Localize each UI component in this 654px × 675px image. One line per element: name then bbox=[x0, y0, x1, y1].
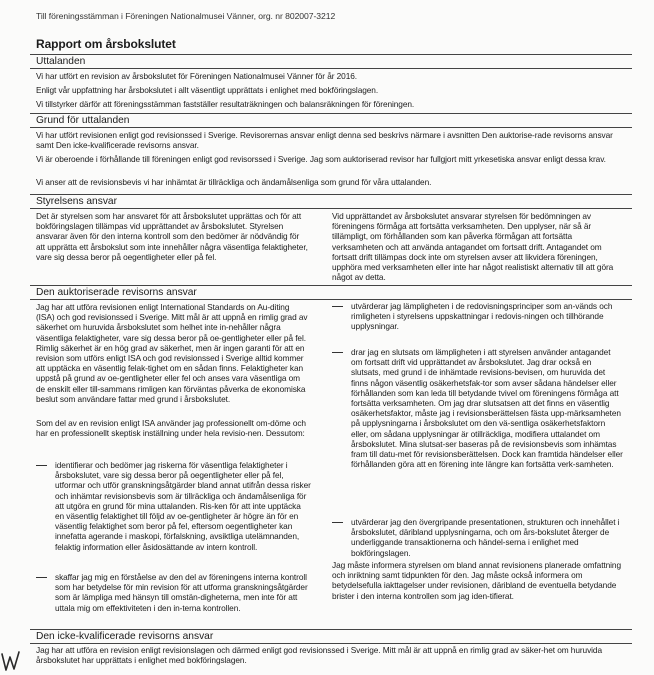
bullet-dash bbox=[36, 465, 47, 466]
bullet-dash bbox=[332, 306, 343, 307]
uttalanden-paragraph-1: Vi har utfört en revision av årsbokslutet för Föreningen Nationalmusei Vänner för år 2016. bbox=[36, 71, 358, 81]
section-heading-uttalanden: Uttalanden bbox=[30, 54, 632, 69]
bullet-item-1: identifierar och bedömer jag riskerna för väsentliga felaktigheter i årsbokslutet, vare sig dessa beror på oegentligheter eller på fel, utformar och utför granskningsåtgärder bland annat utifrån dessa risker och inhämtar revisionsbevis som är tillräckliga och ändamålsenliga för att utgöra en grund för mina uttalanden. Ris-ken för att inte upptäcka en väsentlig felaktighet till följd av oe-gentligheter är högre än för en väsentlig felaktighet som beror på fel, eftersom oegentligheter kan innefatta agerande i maskopi, förfalskning, avsiktliga utelämnanden, felaktig information eller åsidosättande av intern kontroll. bbox=[55, 460, 311, 552]
styrelsen-right-paragraph: Vid upprättandet av årsbokslutet ansvarar styrelsen för bedömningen av föreningens förmåga att fortsätta verksamheten. Den upplyser, när så är tillämpligt, om förhållanden som kan påverka förmågan att fortsätta verksamheten och att använda antagandet om fortsatt drift. Antagandet om fortsatt drift tillämpas dock inte om styrelsen avser att likvidera föreningen, upphöra med verksamheten eller inte har något realistiskt alternativ till att göra något av detta. bbox=[332, 211, 614, 283]
auktoriserade-paragraph-2: Som del av en revision enligt ISA använder jag professionellt om-döme och har en professionellt skeptisk inställning under hela revisio-nen. Dessutom: bbox=[36, 418, 306, 439]
uttalanden-paragraph-2: Enligt vår uppfattning har årsbokslutet i allt väsentligt upprättats i enlighet med bokföringslagen. bbox=[36, 85, 379, 95]
auktoriserade-right-paragraph: Jag måste informera styrelsen om bland annat revisionens planerade omfattning och inriktning samt tidpunkten för den. Jag måste också informera om betydelsefulla iakttagelser under revisionen, däribland de eventuella betydande brister i den interna kontrollen som jag iden-tifierat. bbox=[332, 560, 622, 601]
grund-paragraph-2: Vi är oberoende i förhållande till föreningen enligt god revisorssed i Sverige. Jag som auktoriserad revisor har fullgjort mitt yrkesetiska ansvar enligt dessa krav. bbox=[36, 154, 606, 164]
bullet-dash bbox=[332, 522, 343, 523]
grund-paragraph-3: Vi anser att de revisionsbevis vi har inhämtat är tillräckliga och ändamålsenliga som grund för våra uttalanden. bbox=[36, 177, 432, 187]
uttalanden-paragraph-3: Vi tillstyrker därför att föreningsstämman fastställer resultaträkningen och balansräkningen för föreningen. bbox=[36, 99, 415, 109]
bullet-item-3: utvärderar jag lämpligheten i de redovisningsprinciper som an-vänds och rimligheten i styrelsens uppskattningar i redovis-ningen och tillhörande upplysningar. bbox=[351, 301, 613, 332]
bullet-dash bbox=[36, 577, 47, 578]
section-heading-icke-kvalificerade: Den icke-kvalificerade revisorns ansvar bbox=[30, 629, 632, 644]
bullet-item-2: skaffar jag mig en förståelse av den del av föreningens interna kontroll som har betydelse för min revision för att utforma granskningsåtgärder som är lämpliga med hänsyn till omstän-digheterna, men inte för att uttala mig om effektiviteten i den in-terna kontrollen. bbox=[55, 572, 308, 613]
bullet-dash bbox=[332, 352, 343, 353]
grund-paragraph-1: Vi har utfört revisionen enligt god revisionssed i Sverige. Revisorernas ansvar enligt denna sed beskrivs närmare i avsnitten Den auktorise-rade revisorns ansvar samt Den icke-kvalificerade revisorns ansvar. bbox=[36, 130, 613, 151]
icke-kvalificerade-paragraph: Jag har att utföra en revision enligt revisionslagen och därmed enligt god revisionssed i Sverige. Mitt mål är att uppnå en rimlig grad av säker-het om huruvida årsbokslutet har upprättats i enlighet med bokföringslagen. bbox=[36, 645, 602, 666]
bullet-item-5: utvärderar jag den övergripande presentationen, strukturen och innehållet i årsbokslutet, däribland upplysningarna, och om års-bokslutet återger de underliggande transaktionerna och händel-serna i enlighet med bokföringslagen. bbox=[351, 517, 620, 558]
section-heading-auktoriserade: Den auktoriserade revisorns ansvar bbox=[30, 285, 632, 300]
auktoriserade-paragraph-1: Jag har att utföra revisionen enligt International Standards on Au-diting (ISA) och god revisionssed i Sverige. Mitt mål är att uppnå en rimlig grad av säkerhet om huruvida årsbokslutet som helhet inte in-nehåller några väsentliga felaktigheter, vare sig dessa beror på oe-gentligheter eller på fel. Rimlig säkerhet är en hög grad av säkerhet, men är ingen garanti för att en revision som utförs enligt ISA och god revisionssed i Sverige alltid kommer att upptäcka en väsentlig felak-tighet om en sådan finns. Felaktigheter kan uppstå på grund av oe-gentligheter eller fel och anses vara väsentliga om de enskilt eller till-sammans rimligen kan förväntas påverka de ekonomiska beslut som användare fattar med grund i årsbokslutet. bbox=[36, 302, 308, 404]
section-heading-grund: Grund för uttalanden bbox=[30, 113, 632, 128]
bullet-item-4: drar jag en slutsats om lämpligheten i att styrelsen använder antagandet om fortsatt drift vid upprättandet av årsbokslutet. Jag drar också en slutsats, med grund i de inhämtade revisions-bevisen, om huruvida det finns någon väsentlig osäkerhetsfak-tor som avser sådana händelser eller förhållanden som kan leda till betydande tvivel om föreningens förmåga att fortsätta verksamheten. Om jag drar slutsatsen att det finns en väsentlig osäkerhetsfaktor, måste jag i revisionsberättelsen fästa upp-märksamheten på upplysningarna i årsbokslutet om den vä-sentliga osäkerhetsfaktorn eller, om sådana upplysningar är otillräckliga, modifiera uttalandet om årsbokslutet. Mina slutsat-ser baseras på de revisionsbevis som inhämtas fram till datu-met för revisionsberättelsen. Dock kan framtida händelser eller förhållanden göra att en förening inte längre kan fortsätta verk-samheten. bbox=[351, 347, 623, 470]
recipient-line: Till föreningsstämman i Föreningen Nationalmusei Vänner, org. nr 802007-3212 bbox=[36, 11, 336, 21]
section-heading-styrelsen: Styrelsens ansvar bbox=[30, 194, 632, 209]
styrelsen-left-paragraph: Det är styrelsen som har ansvaret för att årsbokslutet upprättas och för att bokföringslagen tillämpas vid upprättandet av årsbokslutet. Styrelsen ansvarar även för den interna kontroll som den bedömer är nödvändig för att upprätta ett årsbokslut som inte innehåller några väsentliga felaktigheter, vare sig dessa beror på oegentligheter eller på fel. bbox=[36, 211, 308, 262]
report-title: Rapport om årsbokslutet bbox=[36, 37, 176, 51]
handwritten-initials-signature bbox=[0, 648, 22, 674]
